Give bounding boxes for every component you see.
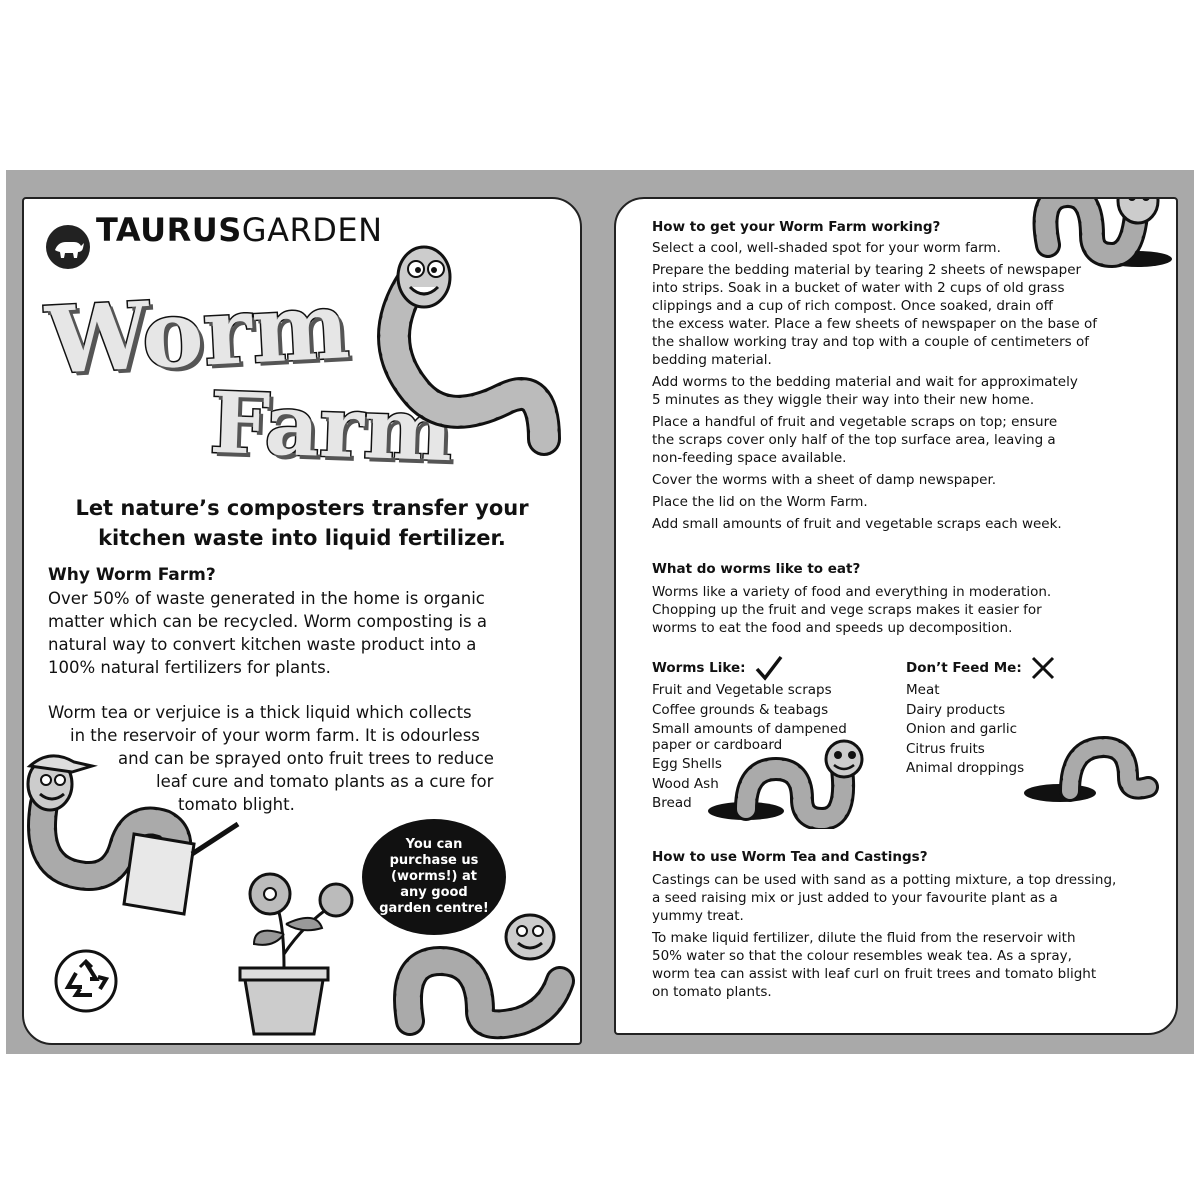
text-line: matter which can be recycled. Worm composting is a	[48, 612, 487, 631]
list-item: Dairy products	[906, 701, 1006, 718]
tagline	[24, 493, 580, 553]
worm-hole-right-icon	[1020, 729, 1160, 809]
list-item: Wood Ash	[652, 775, 719, 792]
text-line: natural way to convert kitchen waste product into a	[48, 635, 477, 654]
text-line: on tomato plants.	[652, 984, 772, 1000]
text-line: Worms like a variety of food and everything in moderation.	[652, 584, 1052, 600]
list-item: Coffee grounds & teabags	[652, 701, 829, 718]
tea-paragraph	[652, 929, 1162, 1001]
text-line: Select a cool, well-shaded spot for your worm farm.	[652, 240, 1001, 256]
list-item: Onion and garlic	[906, 721, 1018, 737]
eat-heading: What do worms like to eat?	[652, 561, 861, 577]
text-line: tomato blight.	[178, 795, 295, 814]
tea-section	[652, 849, 1162, 1005]
bull-logo-icon	[44, 223, 92, 271]
flower-pot-icon	[224, 864, 374, 1044]
text-line: in the reservoir of your worm farm. It is odourless	[70, 726, 480, 745]
text-line: the scraps cover only half of the top surface area, leaving a	[652, 432, 1056, 448]
list-item: Animal droppings	[906, 760, 1025, 776]
text-line: Add worms to the bedding material and wait for approximately	[652, 374, 1078, 390]
list-item: Meat	[906, 682, 940, 698]
front-panel	[22, 197, 582, 1045]
worm-mascot-icon	[344, 239, 574, 469]
text-line: Worm tea or verjuice is a thick liquid which collects	[48, 703, 472, 722]
title-farm: Farm	[208, 372, 455, 481]
step	[652, 413, 1162, 467]
dislikes-heading-row	[906, 655, 1146, 681]
text-line: into strips. Soak in a bucket of water with 2 cups of old grass	[652, 280, 1065, 296]
likes-heading-row	[652, 655, 882, 681]
tagline-line: Let nature’s composters transfer your	[75, 496, 529, 520]
list-item: Small amounts of dampened	[652, 721, 847, 737]
step	[652, 239, 1162, 257]
text-line: bedding material.	[652, 352, 772, 368]
text-line: 100% natural fertilizers for plants.	[48, 658, 331, 677]
list-item: Fruit and Vegetable scraps	[652, 682, 832, 698]
back-panel	[614, 197, 1178, 1035]
text-line: Prepare the bedding material by tearing 2 sheets of newspaper	[652, 262, 1082, 278]
worm-bottom-icon	[390, 911, 580, 1041]
worm-with-watering-can-icon	[24, 744, 244, 924]
step	[652, 515, 1162, 533]
text-line: leaf cure and tomato plants as a cure for	[156, 772, 494, 791]
eat-paragraph	[652, 583, 1162, 637]
speech-text: You can purchase us (worms!) at any good garden centre!	[379, 837, 489, 916]
recycle-icon	[54, 949, 118, 1013]
text-line: and can be sprayed onto fruit trees to reduce	[118, 749, 494, 768]
step	[652, 373, 1162, 409]
text-line: clippings and a cup of rich compost. Once soaked, drain off	[652, 298, 1053, 314]
text-line: non-feeding space available.	[652, 450, 847, 466]
why-heading: Why Worm Farm?	[48, 565, 216, 585]
step	[652, 471, 1162, 489]
text-line: Chopping up the fruit and vege scraps makes it easier for	[652, 602, 1042, 618]
list-item: Citrus fruits	[906, 740, 985, 757]
list-item: Bread	[652, 795, 692, 811]
text-line: Castings can be used with sand as a potting mixture, a top dressing,	[652, 872, 1117, 888]
text-line: the shallow working tray and top with a couple of centimeters of	[652, 334, 1089, 350]
checkmark-icon	[754, 655, 784, 681]
text-line: Place the lid on the Worm Farm.	[652, 494, 868, 510]
worm-hole-icon	[706, 739, 876, 829]
list-item: paper or cardboard	[652, 736, 783, 753]
text-line: a seed raising mix or just added to your favourite plant as a	[652, 890, 1058, 906]
tagline-line: kitchen waste into liquid fertilizer.	[98, 526, 506, 550]
brand-name	[96, 211, 383, 249]
text-line: 5 minutes as they wiggle their way into their new home.	[652, 392, 1035, 408]
why-paragraph	[48, 587, 487, 679]
text-line: Cover the worms with a sheet of damp newspaper.	[652, 472, 997, 488]
text-line: worm tea can assist with leaf curl on fruit trees and tomato blight	[652, 966, 1097, 982]
eat-section	[652, 561, 1162, 641]
text-line: the excess water. Place a few sheets of newspaper on the base of	[652, 316, 1097, 332]
step	[652, 493, 1162, 511]
text-line: worms to eat the food and speeds up decomposition.	[652, 620, 1013, 636]
text-line: Add small amounts of fruit and vegetable scraps each week.	[652, 516, 1062, 532]
tea-paragraph	[652, 871, 1162, 925]
brand-bold: TAURUS	[96, 211, 242, 249]
title-worm: Worm	[43, 271, 352, 395]
step	[652, 261, 1162, 369]
text-line: yummy treat.	[652, 908, 744, 924]
dislikes-heading: Don’t Feed Me:	[906, 660, 1022, 676]
text-line: Place a handful of fruit and vegetable scraps on top; ensure	[652, 414, 1058, 430]
text-line: To make liquid fertilizer, dilute the fluid from the reservoir with	[652, 930, 1076, 946]
working-section	[652, 219, 1162, 537]
list-item: Egg Shells	[652, 756, 722, 772]
tea-heading: How to use Worm Tea and Castings?	[652, 849, 928, 865]
working-heading: How to get your Worm Farm working?	[652, 219, 941, 235]
brand-regular: GARDEN	[241, 211, 383, 249]
likes-heading: Worms Like:	[652, 660, 746, 676]
cross-icon	[1030, 655, 1056, 681]
text-line: Over 50% of waste generated in the home is organic	[48, 589, 485, 608]
text-line: 50% water so that the colour resembles weak tea. As a spray,	[652, 948, 1072, 964]
